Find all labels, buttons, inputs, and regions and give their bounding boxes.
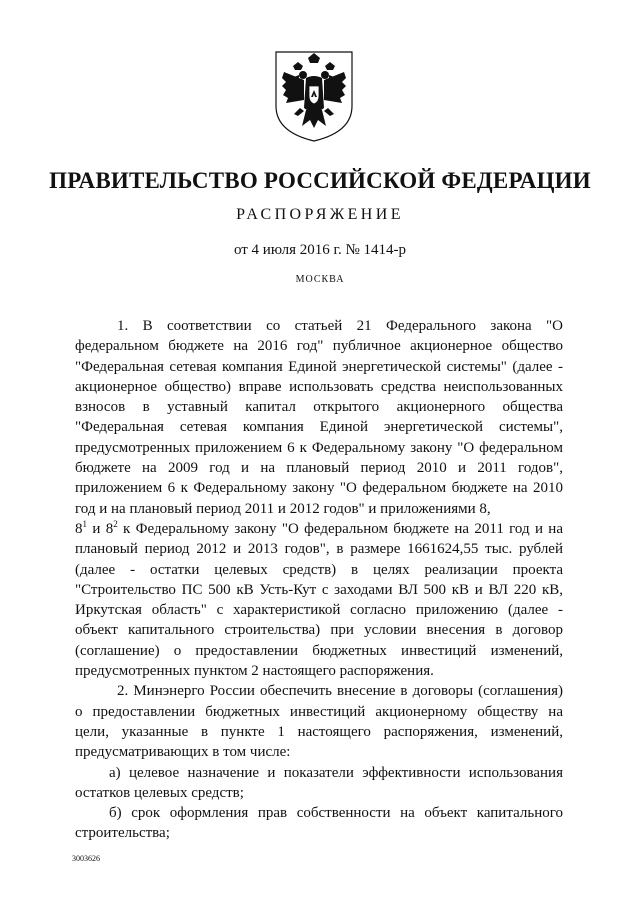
- paragraph-2-item-a: а) целевое назначение и показатели эффективности использования остатков целевых средств;: [75, 764, 563, 801]
- paragraph-1-part-2: к Федеральному закону "О федеральном бюджете на 2011 год и на плановый период 2012 и 2013 годов", в размере 1661624,55 тыс. рублей (далее - остатки целевых средств) в целях реализации проекта "Строительство ПС 500 кВ Усть-Кут с заходами ВЛ 500 кВ и ВЛ 220 кВ, Иркутская область" с характеристикой согласно приложению (далее - объект капитального строительства) при условии внесения в договор (соглашение) о предоставлении бюджетных инвестиций изменений, предусмотренных пунктом 2 настоящего распоряжения.: [75, 520, 563, 680]
- paragraph-1-num-2: 8: [105, 520, 114, 537]
- document-city: МОСКВА: [295, 274, 345, 285]
- paragraph-1-and: и: [87, 520, 106, 537]
- paragraph-2-item-b: б) срок оформления прав собственности на объект капитального строительства;: [75, 805, 563, 842]
- paragraph-1-num-1: 8: [75, 520, 83, 537]
- document-body: [75, 316, 563, 844]
- organization-title: ПРАВИТЕЛЬСТВО РОССИЙСКОЙ ФЕДЕРАЦИИ: [49, 168, 591, 193]
- paragraph-2: 2. Минэнерго России обеспечить внесение в договоры (соглашения) о предоставлении бюджетных инвестиций акционерному обществу на цели, указанные в пункте 1 настоящего распоряжения, изменений, предусматривающих в том числе:: [75, 683, 563, 761]
- page-code: 3003626: [72, 854, 100, 863]
- paragraph-1-sup-2: 2: [113, 518, 118, 529]
- paragraph-1-sup-1: 1: [82, 518, 87, 529]
- paragraph-1: [75, 316, 563, 681]
- document-date-number: от 4 июля 2016 г. № 1414-р: [233, 242, 407, 258]
- paragraph-1-part-1: 1. В соответствии со статьей 21 Федерального закона "О федеральном бюджете на 2016 год" публичное акционерное общество "Федеральная сетевая компания Единой энергетической системы" (далее - акционерное общество) вправе использовать средства неиспользованных взносов в уставный капитал открытого акционерного общества "Федеральная сетевая компания Единой энергетической системы", предусмотренных приложением 6 к Федеральному закону "О федеральном бюджете на 2009 год и на плановый период 2010 и 2011 годов", приложением 6 к Федеральному закону "О федеральном бюджете на 2010 год и на плановый период 2011 и 2012 годов" и приложениями 8,: [75, 318, 563, 517]
- coat-of-arms-icon: [270, 48, 358, 144]
- document-type: РАСПОРЯЖЕНИЕ: [236, 206, 404, 223]
